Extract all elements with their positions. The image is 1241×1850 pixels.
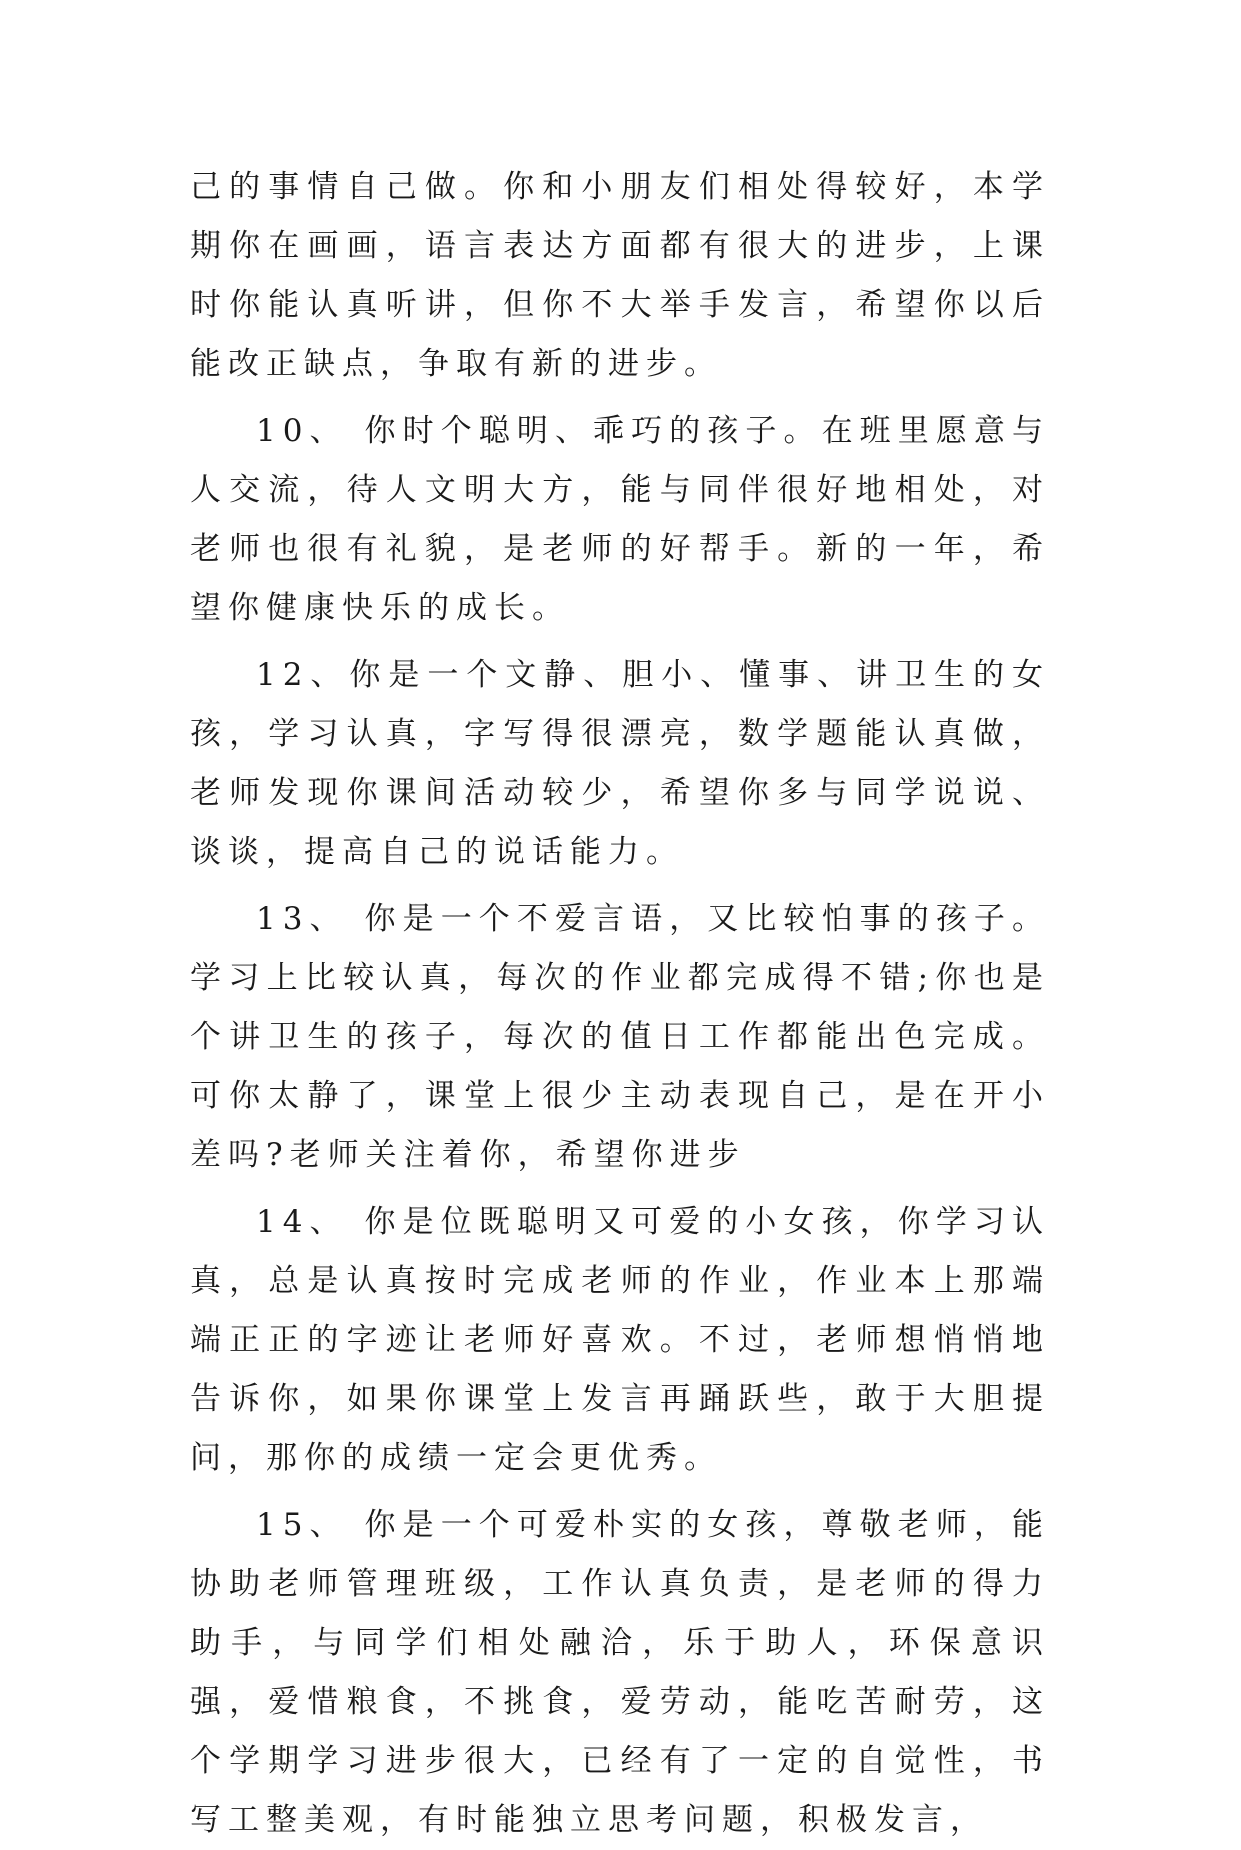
paragraph-gap bbox=[190, 638, 1050, 646]
paragraph-continued: 己的事情自己做。你和小朋友们相处得较好，本学期你在画画，语言表达方面都有很大的进步，上课时你能认真听讲，但你不大举手发言，希望你以后能改正缺点，争取有新的进步。 bbox=[190, 169, 1050, 382]
document-body bbox=[190, 158, 1050, 1850]
paragraph-comment-14: 14、 你是位既聪明又可爱的小女孩，你学习认真，总是认真按时完成老师的作业，作业本上那端端正正的字迹让老师好喜欢。不过，老师想悄悄地告诉你，如果你课堂上发言再踊跃些，敢于大胆提问，那你的成绩一定会更优秀。 bbox=[190, 1204, 1050, 1476]
paragraph-comment-15: 15、 你是一个可爱朴实的女孩，尊敬老师，能协助老师管理班级，工作认真负责，是老师的得力助手，与同学们相处融洽，乐于助人，环保意识强，爱惜粮食，不挑食，爱劳动，能吃苦耐劳，这个学期学习进步很大，已经有了一定的自觉性，书写工整美观，有时能独立思考问题，积极发言， bbox=[190, 1507, 1050, 1838]
paragraph-comment-13: 13、 你是一个不爱言语，又比较怕事的孩子。学习上比较认真，每次的作业都完成得不错;你也是个讲卫生的孩子，每次的值日工作都能出色完成。可你太静了，课堂上很少主动表现自己，是在开小差吗?老师关注着你，希望你进步 bbox=[190, 901, 1050, 1173]
paragraph-gap bbox=[190, 1185, 1050, 1193]
paragraph-gap bbox=[190, 882, 1050, 890]
paragraph-comment-12: 12、你是一个文静、胆小、懂事、讲卫生的女孩，学习认真，字写得很漂亮，数学题能认真做，老师发现你课间活动较少，希望你多与同学说说、谈谈，提高自己的说话能力。 bbox=[190, 657, 1050, 870]
paragraph-comment-10: 10、 你时个聪明、乖巧的孩子。在班里愿意与人交流，待人文明大方，能与同伴很好地相处，对老师也很有礼貌，是老师的好帮手。新的一年，希望你健康快乐的成长。 bbox=[190, 413, 1050, 626]
paragraph-gap bbox=[190, 1488, 1050, 1496]
paragraph-gap bbox=[190, 394, 1050, 402]
